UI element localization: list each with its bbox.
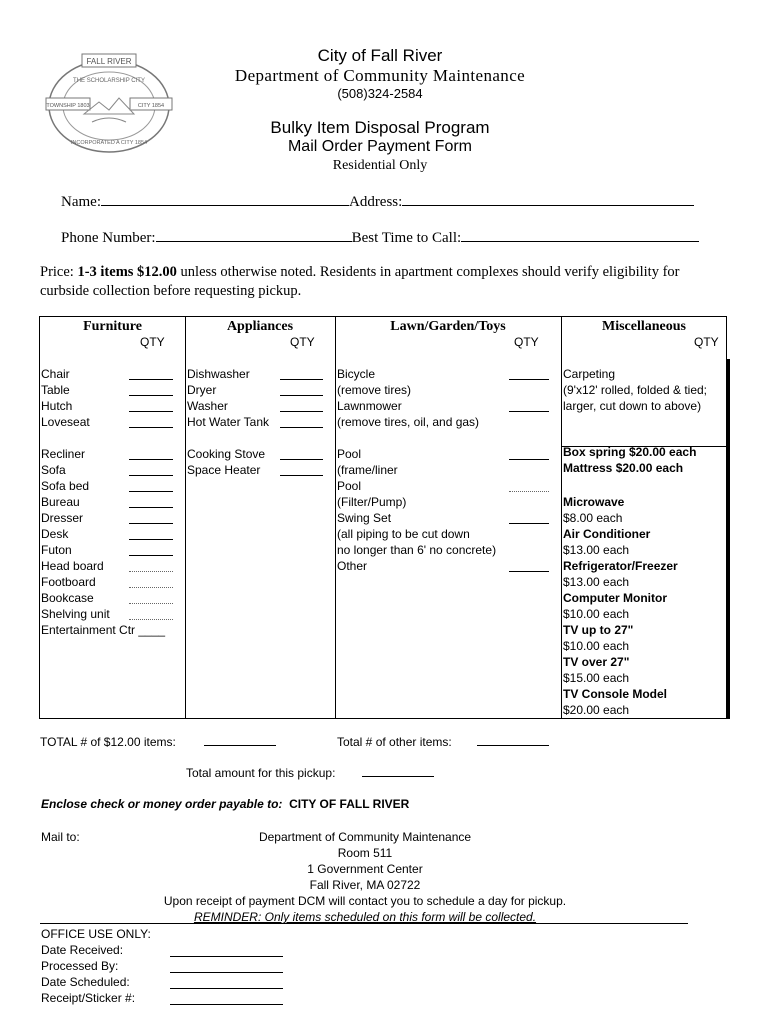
svg-text:TOWNSHIP 1803: TOWNSHIP 1803 — [46, 103, 90, 109]
furniture-qty-field[interactable] — [129, 619, 173, 620]
lawn-item: Lawnmower — [337, 399, 402, 413]
office-receipt: Receipt/Sticker #: — [41, 991, 136, 1005]
furniture-qty-field[interactable] — [129, 523, 173, 524]
misc-item: TV up to 27" — [563, 623, 634, 637]
appliance-item: Dishwasher — [187, 367, 250, 381]
furniture-item: Footboard — [41, 575, 96, 589]
furniture-item: Hutch — [41, 399, 73, 413]
col-lawn: Lawn/Garden/Toys — [390, 319, 506, 334]
furniture-item: Shelving unit — [41, 607, 110, 621]
appliance-qty-field[interactable] — [280, 459, 323, 460]
total-twelve-label: TOTAL # of $12.00 items: — [40, 735, 176, 749]
furniture-qty-field[interactable] — [129, 459, 173, 460]
furniture-item: Bookcase — [41, 591, 94, 605]
lawn-item: Pool — [337, 447, 362, 461]
appliance-item: Washer — [187, 399, 228, 413]
lawn-qty-field[interactable] — [509, 379, 549, 380]
total-amount-field[interactable] — [362, 766, 434, 777]
furniture-qty-field[interactable] — [129, 395, 173, 396]
furniture-item: Loveseat — [41, 415, 90, 429]
address-field[interactable] — [402, 192, 694, 206]
total-other-label: Total # of other items: — [337, 735, 452, 749]
office-date-scheduled: Date Scheduled: — [41, 975, 130, 989]
col-furniture: Furniture — [83, 319, 142, 334]
col-misc: Miscellaneous — [602, 319, 686, 334]
name-label: Name: — [61, 194, 101, 210]
misc-item: Microwave — [563, 495, 625, 509]
qty-misc: QTY — [694, 335, 719, 349]
furniture-item: Table — [41, 383, 70, 397]
furniture-item: Bureau — [41, 495, 80, 509]
enclose-note: Enclose check or money order payable to: CITY OF FALL RIVER — [41, 797, 410, 811]
furniture-qty-field[interactable] — [129, 539, 173, 540]
svg-text:CITY 1854: CITY 1854 — [137, 103, 165, 109]
appliance-qty-field[interactable] — [280, 475, 323, 476]
lawn-item: (remove tires, oil, and gas) — [337, 415, 480, 429]
furniture-qty-field[interactable] — [129, 411, 173, 412]
col-appliances: Appliances — [226, 319, 294, 334]
appliance-item: Cooking Stove — [187, 447, 266, 461]
furniture-item: Chair — [41, 367, 70, 381]
lawn-item: no longer than 6' no concrete) — [337, 543, 497, 557]
date-scheduled-field[interactable] — [170, 988, 283, 989]
misc-item: $8.00 each — [563, 511, 623, 525]
lawn-item: Other — [337, 559, 368, 573]
furniture-qty-field[interactable] — [129, 427, 173, 428]
total-twelve-field[interactable] — [204, 735, 276, 746]
best-time-field[interactable] — [461, 228, 699, 242]
misc-item: Mattress $20.00 each — [563, 461, 684, 475]
office-date-received: Date Received: — [41, 943, 124, 957]
furniture-item: Sofa — [41, 463, 66, 477]
residential-note: Residential Only — [332, 158, 428, 173]
form-title: Mail Order Payment Form — [287, 138, 473, 155]
appliance-item: Space Heater — [187, 463, 261, 477]
furniture-qty-field[interactable] — [129, 475, 173, 476]
name-field[interactable] — [101, 192, 349, 206]
office-use-section — [41, 926, 151, 1006]
misc-item: Refrigerator/Freezer — [563, 559, 678, 573]
total-other-field[interactable] — [477, 735, 549, 746]
processed-by-field[interactable] — [170, 972, 283, 973]
mail-label: Mail to: — [41, 830, 80, 844]
furniture-item: Head board — [41, 559, 104, 573]
lawn-item: Bicycle — [337, 367, 376, 381]
items-table — [39, 316, 727, 719]
qty-lawn: QTY — [514, 335, 539, 349]
misc-item: TV Console Model — [563, 687, 668, 701]
appliance-qty-field[interactable] — [280, 411, 323, 412]
misc-item: TV over 27" — [563, 655, 630, 669]
phone-label: Phone Number: — [61, 230, 156, 246]
lawn-item: (Filter/Pump) — [337, 495, 407, 509]
misc-item: Carpeting — [563, 367, 616, 381]
misc-item: $13.00 each — [563, 543, 630, 557]
misc-item: $10.00 each — [563, 607, 630, 621]
furniture-item: Dresser — [41, 511, 84, 525]
furniture-qty-field[interactable] — [129, 491, 173, 492]
lawn-qty-field[interactable] — [509, 571, 549, 572]
svg-text:THE SCHOLARSHIP CITY: THE SCHOLARSHIP CITY — [73, 78, 145, 84]
furniture-item: Futon — [41, 543, 72, 557]
misc-item: Computer Monitor — [563, 591, 667, 605]
city-seal-logo — [44, 52, 174, 156]
payee: CITY OF FALL RIVER — [289, 797, 410, 811]
furniture-qty-field[interactable] — [129, 587, 173, 588]
price-note: Price: 1-3 items $12.00 unless otherwise noted. Residents in apartment complexes should verify eligibility for curbside collection before requesting pickup. — [40, 264, 680, 299]
misc-item: $15.00 each — [563, 671, 630, 685]
total-amount-label: Total amount for this pickup: — [186, 766, 336, 780]
misc-item: $10.00 each — [563, 639, 630, 653]
lawn-qty-field[interactable] — [509, 523, 549, 524]
city-name: City of Fall River — [317, 46, 443, 65]
department-phone: (508)324-2584 — [337, 86, 423, 101]
receipt-field[interactable] — [170, 1004, 283, 1005]
department-name: Department of Community Maintenance — [234, 66, 526, 85]
best-time-label: Best Time to Call: — [351, 230, 462, 246]
furniture-qty-field[interactable] — [129, 571, 173, 572]
furniture-item: Entertainment Ctr ____ — [41, 623, 166, 637]
program-title: Bulky Item Disposal Program — [270, 118, 490, 137]
lawn-qty-field[interactable] — [509, 491, 549, 492]
phone-row — [61, 228, 699, 247]
date-received-field[interactable] — [170, 956, 283, 957]
office-processed-by: Processed By: — [41, 959, 119, 973]
lawn-item: (remove tires) — [337, 383, 412, 397]
misc-item: larger, cut down to above) — [563, 399, 702, 413]
misc-item: Air Conditioner — [563, 527, 651, 541]
furniture-qty-field[interactable] — [129, 555, 173, 556]
furniture-item: Recliner — [41, 447, 86, 461]
phone-field[interactable] — [156, 228, 352, 242]
furniture-item: Sofa bed — [41, 479, 90, 493]
lawn-qty-field[interactable] — [509, 411, 549, 412]
appliance-qty-field[interactable] — [280, 379, 323, 380]
office-title: OFFICE USE ONLY: — [41, 927, 151, 941]
lawn-item: Pool — [337, 479, 362, 493]
furniture-item: Desk — [41, 527, 69, 541]
furniture-qty-field[interactable] — [129, 603, 173, 604]
furniture-qty-field[interactable] — [129, 379, 173, 380]
misc-item: Box spring $20.00 each — [563, 445, 697, 459]
appliance-item: Dryer — [187, 383, 217, 397]
lawn-item: (all piping to be cut down — [337, 527, 470, 541]
misc-item: (9'x12' rolled, folded & tied; — [563, 383, 707, 397]
office-divider — [40, 923, 688, 924]
furniture-qty-field[interactable] — [129, 507, 173, 508]
qty-appliances: QTY — [290, 335, 315, 349]
qty-furniture: QTY — [140, 335, 165, 349]
address-label: Address: — [348, 194, 403, 210]
lawn-item: (frame/liner — [337, 463, 398, 477]
svg-text:INCORPORATED A CITY 1854: INCORPORATED A CITY 1854 — [70, 140, 148, 146]
reminder: REMINDER: Only items scheduled on this form will be collected. — [193, 910, 537, 924]
price-bold: 1-3 items $12.00 — [77, 264, 177, 280]
appliance-item: Hot Water Tank — [187, 415, 270, 429]
appliance-qty-field[interactable] — [280, 427, 323, 428]
mail-address: Department of Community Maintenance Room 511 1 Government Center Fall River, MA 02722 Upon receipt of payment DCM will contact you to schedule a day for pickup. REMINDER: Only items scheduled on this form will be collected. — [150, 829, 580, 925]
lawn-qty-field[interactable] — [509, 459, 549, 460]
name-row — [61, 192, 694, 211]
lawn-item: Swing Set — [337, 511, 392, 525]
misc-item: $20.00 each — [563, 703, 630, 717]
appliance-qty-field[interactable] — [280, 395, 323, 396]
svg-text:FALL RIVER: FALL RIVER — [86, 57, 132, 66]
misc-item: $13.00 each — [563, 575, 630, 589]
